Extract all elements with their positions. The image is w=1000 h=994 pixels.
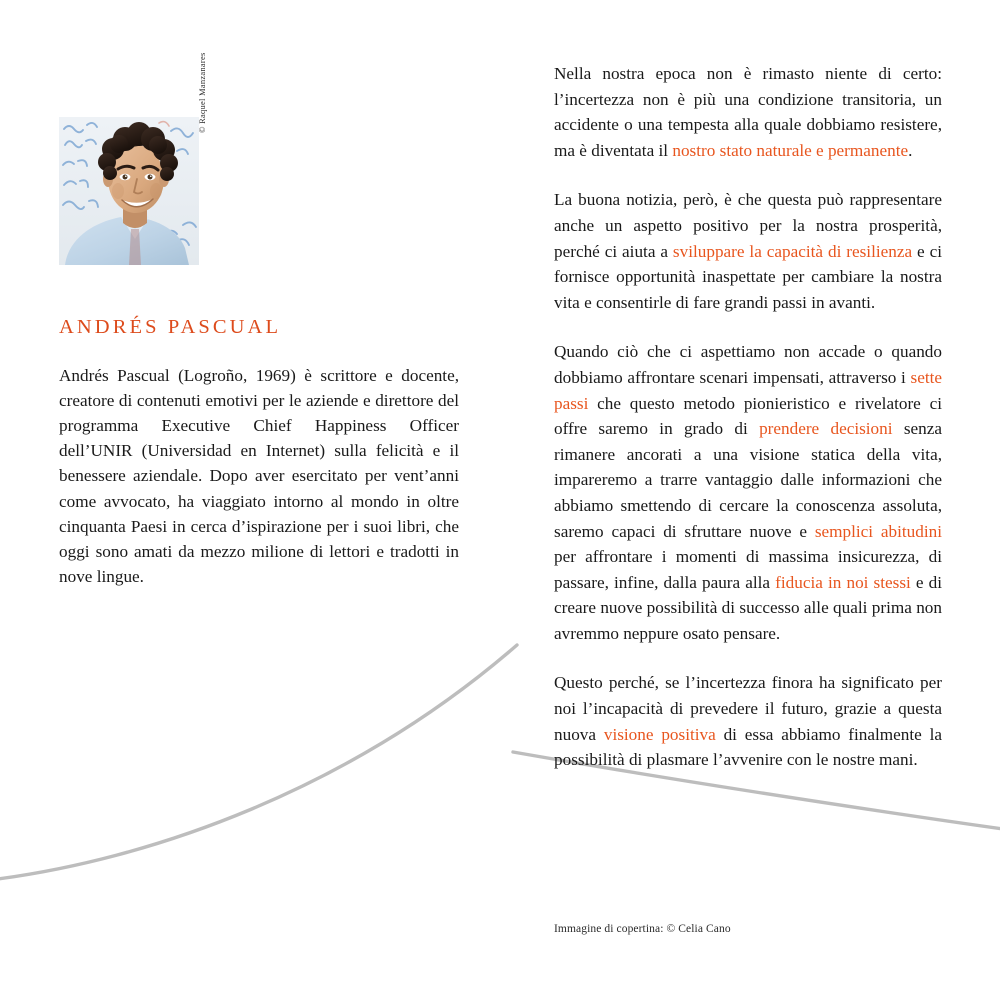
cover-image-credit: Immagine di copertina: © Celia Cano [554, 923, 731, 935]
author-photo-block [59, 52, 234, 265]
highlighted-phrase: sviluppare la capacità di resilienza [672, 241, 913, 261]
body-text-run: Quando ciò che ci aspettiamo non accade o quando dobbiamo affrontare scenari impensati, attraverso i [554, 342, 942, 387]
portrait-illustration [59, 117, 199, 265]
body-text-run: di essa abbiamo finalmente la possibilità di plasmare l’avvenire con le nostre mani. [554, 724, 942, 770]
body-text-run: e di creare nuove possibilità di successo alle quali prima non avremmo neppure osato pensare. [554, 572, 943, 643]
blurb-column [554, 61, 942, 773]
body-text-run: . [908, 140, 913, 160]
curve-long-ascending [0, 645, 517, 880]
highlighted-phrase: visione positiva [603, 724, 716, 744]
blurb-paragraph-p4 [554, 670, 942, 772]
blurb-paragraph-p2 [554, 187, 942, 315]
body-text-run: Nella nostra epoca non è rimasto niente di certo: l’incertezza non è più una condizione transitoria, un accidente o una tempesta alla quale dobbiamo resistere, ma è diventata il [554, 64, 942, 160]
body-text-run: e ci fornisce opportunità inaspettate per cambiare la nostra vita e consentirle di fare grandi passi in avanti. [554, 241, 942, 312]
highlighted-phrase: nostro stato naturale e permanente [672, 140, 909, 160]
photo-credit-vertical: © Raquel Manzanares [197, 52, 207, 133]
author-biography: Andrés Pascual (Logroño, 1969) è scrittore e docente, creatore di contenuti emotivi per le aziende e direttore del programma Executive Chief Happiness Officer dell’UNIR (Universidad en Internet) sulla felicità e il benessere aziendale. Dopo aver esercitato per vent’anni come avvocato, ha viaggiato intorno al mondo in oltre cinquanta Paesi in cerca d’ispirazione per i suoi libri, che oggi sono amati da mezzo milione di lettori e tradotti in nove lingue. [59, 365, 459, 587]
blurb-paragraph-p1 [554, 61, 942, 163]
body-text-run: che questo metodo pionieristico e rivelatore ci offre saremo in grado di [554, 393, 942, 439]
highlighted-phrase: semplici abitudini [814, 521, 943, 541]
body-text-run: per affrontare i momenti di massima insicurezza, di passare, infine, dalla paura alla [554, 547, 942, 592]
author-column [59, 52, 459, 589]
highlighted-phrase: sette passi [554, 367, 942, 413]
body-text-run: La buona notizia, però, è che questa può rappresentare anche un aspetto positivo per la nostra prosperità, perché ci aiuta a [554, 190, 942, 261]
highlighted-phrase: fiducia in noi stessi [775, 572, 911, 592]
author-portrait-image [59, 117, 199, 265]
highlighted-phrase: prendere decisioni [759, 419, 893, 439]
author-name: ANDRÉS PASCUAL [59, 316, 282, 338]
body-text-run: Questo perché, se l’incertezza finora ha significato per noi l’incapacità di prevedere il futuro, grazie a questa nuova [554, 673, 942, 744]
blurb-paragraph-p3 [554, 339, 942, 646]
body-text-run: senza rimanere ancorati a una visione statica della vita, impareremo a trarre vantaggio dalle informazioni che abbiamo smettendo di cercare la conoscenza assoluta, saremo capaci di sfruttare nuove e [554, 419, 942, 541]
